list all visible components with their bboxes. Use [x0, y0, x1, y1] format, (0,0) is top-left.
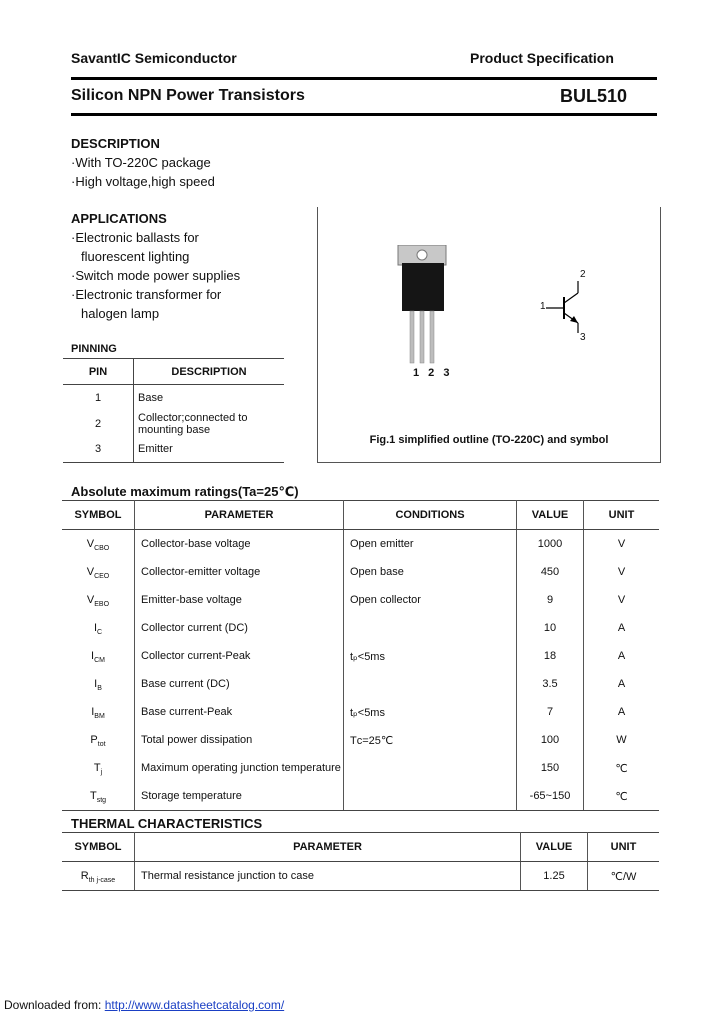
symbol-pin-base: 1: [540, 301, 546, 312]
description-heading: DESCRIPTION: [71, 136, 160, 151]
parameter-cell: Maximum operating junction temperature: [135, 754, 344, 782]
pin-number: 2: [63, 411, 134, 437]
unit-cell: ℃: [615, 762, 628, 775]
symbol-cell: $R_{th j-case}$: [62, 862, 135, 891]
symbol-column-header: SYMBOL: [62, 501, 135, 530]
table-row: [62, 782, 659, 811]
pin-description: Base: [138, 391, 164, 404]
table-row: [62, 614, 659, 642]
value-cell: 18: [517, 642, 584, 670]
value-cell: 7: [517, 698, 584, 726]
application-line: fluorescent lighting: [81, 249, 190, 264]
conditions-cell: Open emitter: [344, 530, 517, 559]
conditions-cell: Tᴄ=25℃: [344, 726, 517, 754]
applications-heading: APPLICATIONS: [71, 211, 167, 226]
pin-description: Collector;connected to mounting base: [138, 411, 248, 436]
unit-column-header: UNIT: [584, 501, 660, 530]
symbol-cell: $V_{CBO}$: [62, 530, 135, 559]
conditions-column-header: CONDITIONS: [344, 501, 517, 530]
parameter-cell: Collector-emitter voltage: [135, 558, 344, 586]
application-line: ·Switch mode power supplies: [71, 268, 241, 283]
table-row: [62, 698, 659, 726]
symbol-cell: $T_j$: [62, 754, 135, 782]
table-row: [63, 385, 284, 411]
table-row: [62, 586, 659, 614]
title-rule: [71, 113, 657, 116]
pin-description-column-header: DESCRIPTION: [134, 359, 285, 385]
application-line: halogen lamp: [81, 306, 160, 321]
unit-cell: A: [617, 678, 626, 690]
description-item: ·With TO-220C package: [71, 155, 211, 170]
symbol-cell: $I_{BM}$: [62, 698, 135, 726]
symbol-cell: $P_{tot}$: [62, 726, 135, 754]
package-pin-numbers: 1 2 3: [413, 367, 453, 379]
abs-max-table: [62, 500, 659, 811]
pin-number: 1: [63, 385, 134, 411]
unit-cell: V: [617, 566, 626, 578]
value-cell: -65~150: [517, 782, 584, 811]
application-line: ·Electronic transformer for: [71, 287, 222, 302]
value-column-header: VALUE: [517, 501, 584, 530]
symbol-column-header: SYMBOL: [62, 833, 135, 862]
value-cell: 10: [517, 614, 584, 642]
table-row: [62, 642, 659, 670]
footer-label: Downloaded from:: [4, 998, 102, 1012]
symbol-cell: $I_C$: [62, 614, 135, 642]
unit-cell: A: [617, 650, 626, 662]
application-line: ·Electronic ballasts for: [71, 230, 199, 245]
table-row: [63, 437, 284, 463]
conditions-cell: Open base: [344, 558, 517, 586]
product-title: Silicon NPN Power Transistors: [71, 87, 305, 104]
table-row: [63, 411, 284, 437]
pin-number: 3: [63, 437, 134, 463]
footer: [4, 998, 284, 1012]
conditions-cell: [344, 782, 517, 811]
symbol-cell: $V_{CEO}$: [62, 558, 135, 586]
figure-box: [317, 207, 661, 463]
unit-cell: V: [617, 594, 626, 606]
value-cell: 1.25: [521, 862, 588, 891]
symbol-pin-collector: 2: [580, 269, 586, 280]
figure-caption: Fig.1 simplified outline (TO-220C) and symbol: [369, 434, 609, 446]
conditions-cell: [344, 614, 517, 642]
value-column-header: VALUE: [521, 833, 588, 862]
parameter-cell: Collector-base voltage: [135, 530, 344, 559]
conditions-cell: tₚ<5ms: [344, 698, 517, 726]
company-name: SavantIC Semiconductor: [71, 50, 237, 66]
table-row: [62, 530, 659, 559]
parameter-cell: Collector current-Peak: [135, 642, 344, 670]
conditions-cell: Open collector: [344, 586, 517, 614]
part-number: BUL510: [560, 86, 628, 106]
parameter-cell: Thermal resistance junction to case: [135, 862, 521, 891]
value-cell: 9: [517, 586, 584, 614]
unit-cell: A: [617, 622, 626, 634]
npn-transistor-symbol-icon: [536, 267, 606, 347]
table-row: [62, 754, 659, 782]
pinning-table: [63, 358, 284, 463]
unit-column-header: UNIT: [588, 833, 660, 862]
value-cell: 450: [517, 558, 584, 586]
parameter-cell: Collector current (DC): [135, 614, 344, 642]
symbol-cell: $I_{CM}$: [62, 642, 135, 670]
table-row: [62, 558, 659, 586]
thermal-heading: THERMAL CHARACTERISTICS: [71, 816, 263, 831]
unit-cell: W: [616, 734, 627, 746]
conditions-cell: [344, 670, 517, 698]
value-cell: 3.5: [517, 670, 584, 698]
unit-cell: V: [617, 538, 626, 550]
parameter-cell: Total power dissipation: [135, 726, 344, 754]
parameter-column-header: PARAMETER: [135, 501, 344, 530]
document-type: Product Specification: [470, 50, 614, 66]
pin-column-header: PIN: [63, 359, 134, 385]
parameter-cell: Base current-Peak: [135, 698, 344, 726]
value-cell: 100: [517, 726, 584, 754]
footer-link[interactable]: http://www.datasheetcatalog.com/: [104, 998, 285, 1012]
thermal-table: [62, 832, 659, 891]
symbol-pin-emitter: 3: [580, 332, 586, 343]
header-rule: [71, 77, 657, 80]
symbol-cell: $I_B$: [62, 670, 135, 698]
table-row: [62, 862, 659, 891]
value-cell: 1000: [517, 530, 584, 559]
pin-description: Emitter: [134, 437, 285, 463]
table-row: [62, 726, 659, 754]
unit-cell: A: [617, 706, 626, 718]
symbol-cell: $V_{EBO}$: [62, 586, 135, 614]
value-cell: 150: [517, 754, 584, 782]
pinning-heading: PINNING: [71, 343, 117, 355]
description-item: ·High voltage,high speed: [71, 174, 215, 189]
unit-cell: ℃/W: [588, 862, 660, 891]
parameter-cell: Storage temperature: [135, 782, 344, 811]
to220-package-image: [388, 245, 468, 370]
abs-max-heading: Absolute maximum ratings(Ta=25℃): [71, 484, 299, 499]
symbol-cell: $T_{stg}$: [62, 782, 135, 811]
conditions-cell: tₚ<5ms: [344, 642, 517, 670]
parameter-cell: Emitter-base voltage: [135, 586, 344, 614]
table-row: [62, 670, 659, 698]
parameter-column-header: PARAMETER: [135, 833, 521, 862]
parameter-cell: Base current (DC): [135, 670, 344, 698]
conditions-cell: [344, 754, 517, 782]
unit-cell: ℃: [584, 782, 660, 811]
